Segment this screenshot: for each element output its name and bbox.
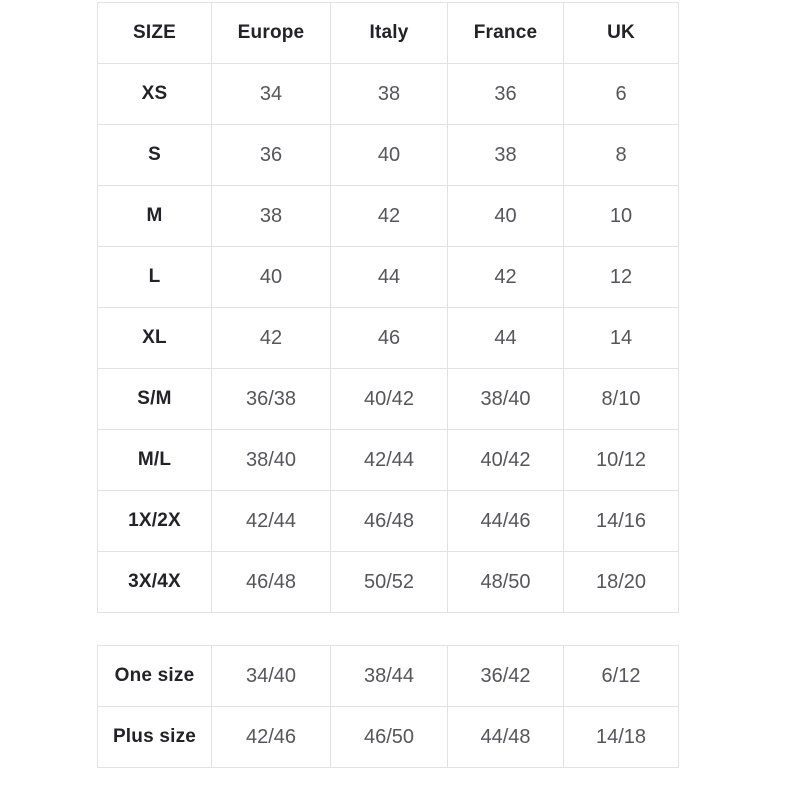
table-row	[98, 552, 679, 613]
row-label: One size	[98, 646, 212, 707]
size-value-cell: 14/18	[564, 707, 679, 768]
size-value-cell: 10	[564, 186, 679, 247]
table-row	[98, 64, 679, 125]
size-value-cell: 40/42	[448, 430, 564, 491]
table-row	[98, 308, 679, 369]
main-size-table	[97, 2, 679, 613]
size-value-cell: 44	[448, 308, 564, 369]
size-value-cell: 38/40	[448, 369, 564, 430]
size-value-cell: 46/48	[212, 552, 331, 613]
row-label: 3X/4X	[98, 552, 212, 613]
size-value-cell: 42	[212, 308, 331, 369]
size-value-cell: 36/38	[212, 369, 331, 430]
size-value-cell: 40	[448, 186, 564, 247]
table-row	[98, 491, 679, 552]
table-row	[98, 186, 679, 247]
size-value-cell: 44/46	[448, 491, 564, 552]
size-value-cell: 38/44	[331, 646, 448, 707]
size-value-cell: 40/42	[331, 369, 448, 430]
size-value-cell: 42/46	[212, 707, 331, 768]
size-value-cell: 18/20	[564, 552, 679, 613]
row-label: 1X/2X	[98, 491, 212, 552]
column-header-france: France	[448, 3, 564, 64]
size-value-cell: 42	[448, 247, 564, 308]
size-value-cell: 42	[331, 186, 448, 247]
size-value-cell: 14/16	[564, 491, 679, 552]
table-row	[98, 247, 679, 308]
row-label: M	[98, 186, 212, 247]
size-value-cell: 34	[212, 64, 331, 125]
size-value-cell: 36	[212, 125, 331, 186]
row-label: L	[98, 247, 212, 308]
row-label: Plus size	[98, 707, 212, 768]
table-row	[98, 125, 679, 186]
size-value-cell: 48/50	[448, 552, 564, 613]
table-row	[98, 430, 679, 491]
row-label: S	[98, 125, 212, 186]
row-label: M/L	[98, 430, 212, 491]
size-value-cell: 50/52	[331, 552, 448, 613]
column-header-size: SIZE	[98, 3, 212, 64]
table-row	[98, 646, 679, 707]
size-value-cell: 10/12	[564, 430, 679, 491]
row-label: XS	[98, 64, 212, 125]
size-value-cell: 38	[212, 186, 331, 247]
table-row	[98, 369, 679, 430]
size-value-cell: 34/40	[212, 646, 331, 707]
size-value-cell: 6/12	[564, 646, 679, 707]
size-value-cell: 36	[448, 64, 564, 125]
size-value-cell: 42/44	[212, 491, 331, 552]
special-size-table	[97, 645, 679, 768]
row-label: S/M	[98, 369, 212, 430]
column-header-uk: UK	[564, 3, 679, 64]
size-value-cell: 44/48	[448, 707, 564, 768]
size-value-cell: 44	[331, 247, 448, 308]
size-value-cell: 42/44	[331, 430, 448, 491]
column-header-italy: Italy	[331, 3, 448, 64]
size-value-cell: 8	[564, 125, 679, 186]
size-value-cell: 46/48	[331, 491, 448, 552]
column-header-europe: Europe	[212, 3, 331, 64]
size-value-cell: 40	[212, 247, 331, 308]
size-value-cell: 12	[564, 247, 679, 308]
table-row	[98, 707, 679, 768]
size-value-cell: 46/50	[331, 707, 448, 768]
size-value-cell: 38	[331, 64, 448, 125]
row-label: XL	[98, 308, 212, 369]
size-value-cell: 40	[331, 125, 448, 186]
size-value-cell: 6	[564, 64, 679, 125]
size-value-cell: 38	[448, 125, 564, 186]
size-value-cell: 8/10	[564, 369, 679, 430]
size-value-cell: 38/40	[212, 430, 331, 491]
header-row	[98, 3, 679, 64]
size-value-cell: 46	[331, 308, 448, 369]
size-value-cell: 14	[564, 308, 679, 369]
size-value-cell: 36/42	[448, 646, 564, 707]
